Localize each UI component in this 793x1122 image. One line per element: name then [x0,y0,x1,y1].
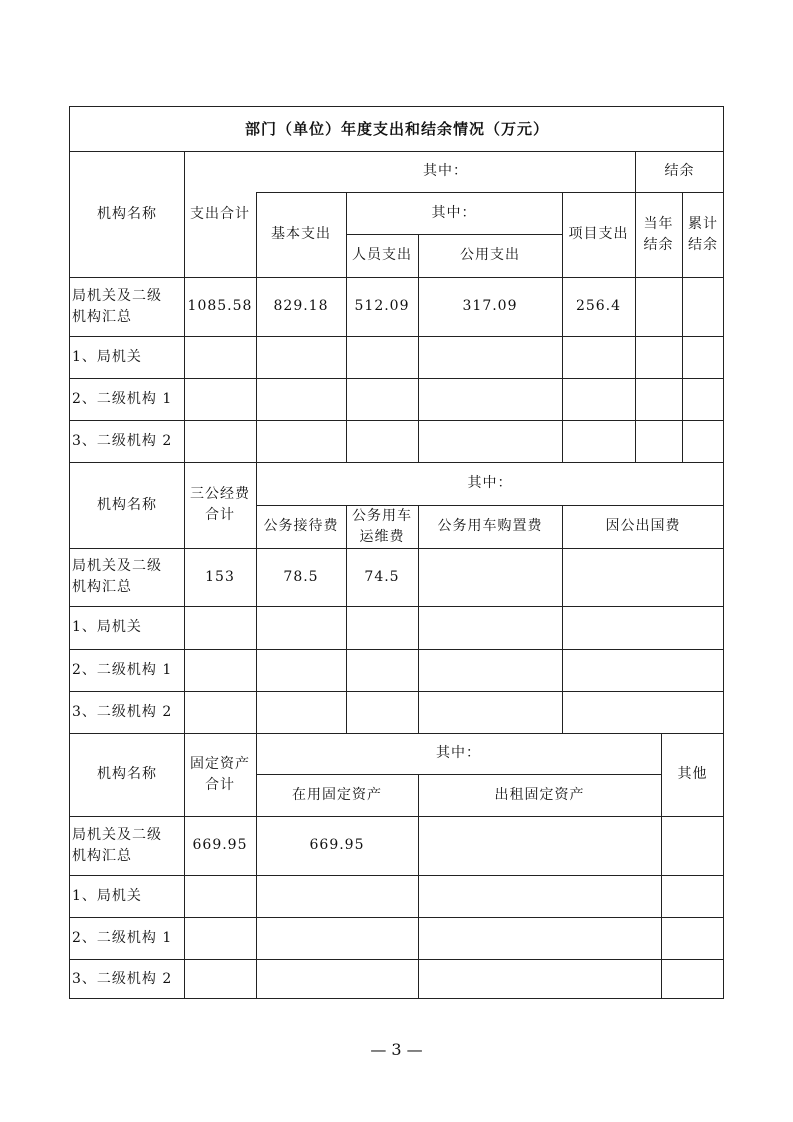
table-cell [562,336,635,378]
table-cell [184,691,256,733]
table-cell [682,378,724,420]
header-of-which: 其中： [467,475,513,491]
row-org-name: 2、二级机构 1 [72,661,173,678]
header-other: 其他 [677,766,708,782]
header-personnel-expenditure: 人员支出 [352,247,412,263]
table-cell [562,606,724,649]
header-overseas-travel-cost: 因公出国费 [605,518,681,534]
row-org-name: 1、局机关 [72,348,142,365]
table-cell [418,649,562,691]
table-cell [661,816,724,875]
table-cell [256,959,418,999]
header-org-name: 机构名称 [97,496,157,513]
table-cell [184,649,256,691]
table-cell [256,875,418,917]
header-reception-cost: 公务接待费 [263,518,339,534]
table-cell [346,606,418,649]
table-cell: 317.09 [462,298,518,314]
table-cell [418,959,661,999]
table-title: 部门（单位）年度支出和结余情况（万元） [244,119,549,138]
row-org-name: 3、二级机构 2 [72,970,173,987]
header-three-public-total: 三公经费 合计 [190,486,250,523]
table-cell [562,548,724,606]
table-cell [661,959,724,999]
table-cell [346,420,418,462]
table-cell [184,378,256,420]
table-cell [184,606,256,649]
table-cell: 512.09 [354,298,410,314]
table-cell [256,649,346,691]
table-cell [418,420,562,462]
table-cell: 669.95 [192,837,248,853]
header-basic-expenditure: 基本支出 [271,226,331,242]
table-cell [418,548,562,606]
table-cell: 669.95 [309,837,365,853]
table-cell [346,336,418,378]
header-vehicle-operation-cost: 公务用车 运维费 [352,507,412,545]
header-of-which: 其中： [423,163,468,179]
table-cell [682,277,724,336]
table-cell [661,875,724,917]
header-of-which: 其中： [436,745,481,761]
row-org-name: 3、二级机构 2 [72,703,173,720]
table-cell [562,378,635,420]
table-cell: 1085.58 [187,298,253,314]
table-cell [418,917,661,959]
header-total-expenditure: 支出合计 [190,205,250,222]
table-cell [418,606,562,649]
table-cell [256,336,346,378]
table-cell [418,875,661,917]
table-cell [635,336,682,378]
row-org-name: 2、二级机构 1 [72,390,173,407]
table-cell [256,378,346,420]
header-of-which: 其中： [431,204,477,221]
table-cell [562,420,635,462]
header-org-name: 机构名称 [97,205,157,222]
page-number: — 3 — [370,1040,423,1059]
table-cell [635,420,682,462]
header-surplus: 结余 [664,163,695,179]
table-cell [418,816,661,875]
table-cell [256,420,346,462]
row-org-name: 1、局机关 [72,619,142,635]
header-surplus-cumulative: 累计 结余 [688,215,718,253]
row-org-name: 1、局机关 [72,887,142,904]
table-cell [184,420,256,462]
header-org-name: 机构名称 [97,766,157,782]
table-cell [184,336,256,378]
header-project-expenditure: 项目支出 [568,226,629,242]
table-cell [256,917,418,959]
header-leased-assets: 出租固定资产 [494,786,585,803]
row-org-name: 2、二级机构 1 [72,929,173,946]
table-cell: 74.5 [364,568,400,585]
table-cell [661,917,724,959]
header-surplus-current-year: 当年 结余 [643,215,674,253]
table-cell [635,277,682,336]
table-cell [346,649,418,691]
table-cell [184,959,256,999]
row-org-name: 局机关及二级 机构汇总 [72,826,162,864]
table-cell [418,378,562,420]
table-cell [184,917,256,959]
table-cell [418,691,562,733]
row-org-name: 3、二级机构 2 [72,432,173,449]
header-public-expenditure: 公用支出 [460,247,520,263]
table-cell [562,649,724,691]
expenditure-table [69,106,724,999]
header-in-use-assets: 在用固定资产 [292,786,382,803]
header-vehicle-purchase-cost: 公务用车购置费 [437,518,543,534]
table-cell [346,691,418,733]
table-cell [256,606,346,649]
table-cell [184,875,256,917]
table-cell [256,691,346,733]
table-cell: 153 [205,568,235,585]
table-cell: 829.18 [273,298,329,314]
table-cell [635,378,682,420]
table-cell [562,691,724,733]
table-cell [418,336,562,378]
row-org-name: 局机关及二级 机构汇总 [72,558,162,595]
row-org-name: 局机关及二级 机构汇总 [72,287,162,325]
table-cell [682,336,724,378]
header-fixed-assets-total: 固定资产 合计 [190,755,250,793]
table-cell: 256.4 [575,298,622,314]
table-cell [346,378,418,420]
table-cell [682,420,724,462]
table-cell: 78.5 [283,568,319,585]
